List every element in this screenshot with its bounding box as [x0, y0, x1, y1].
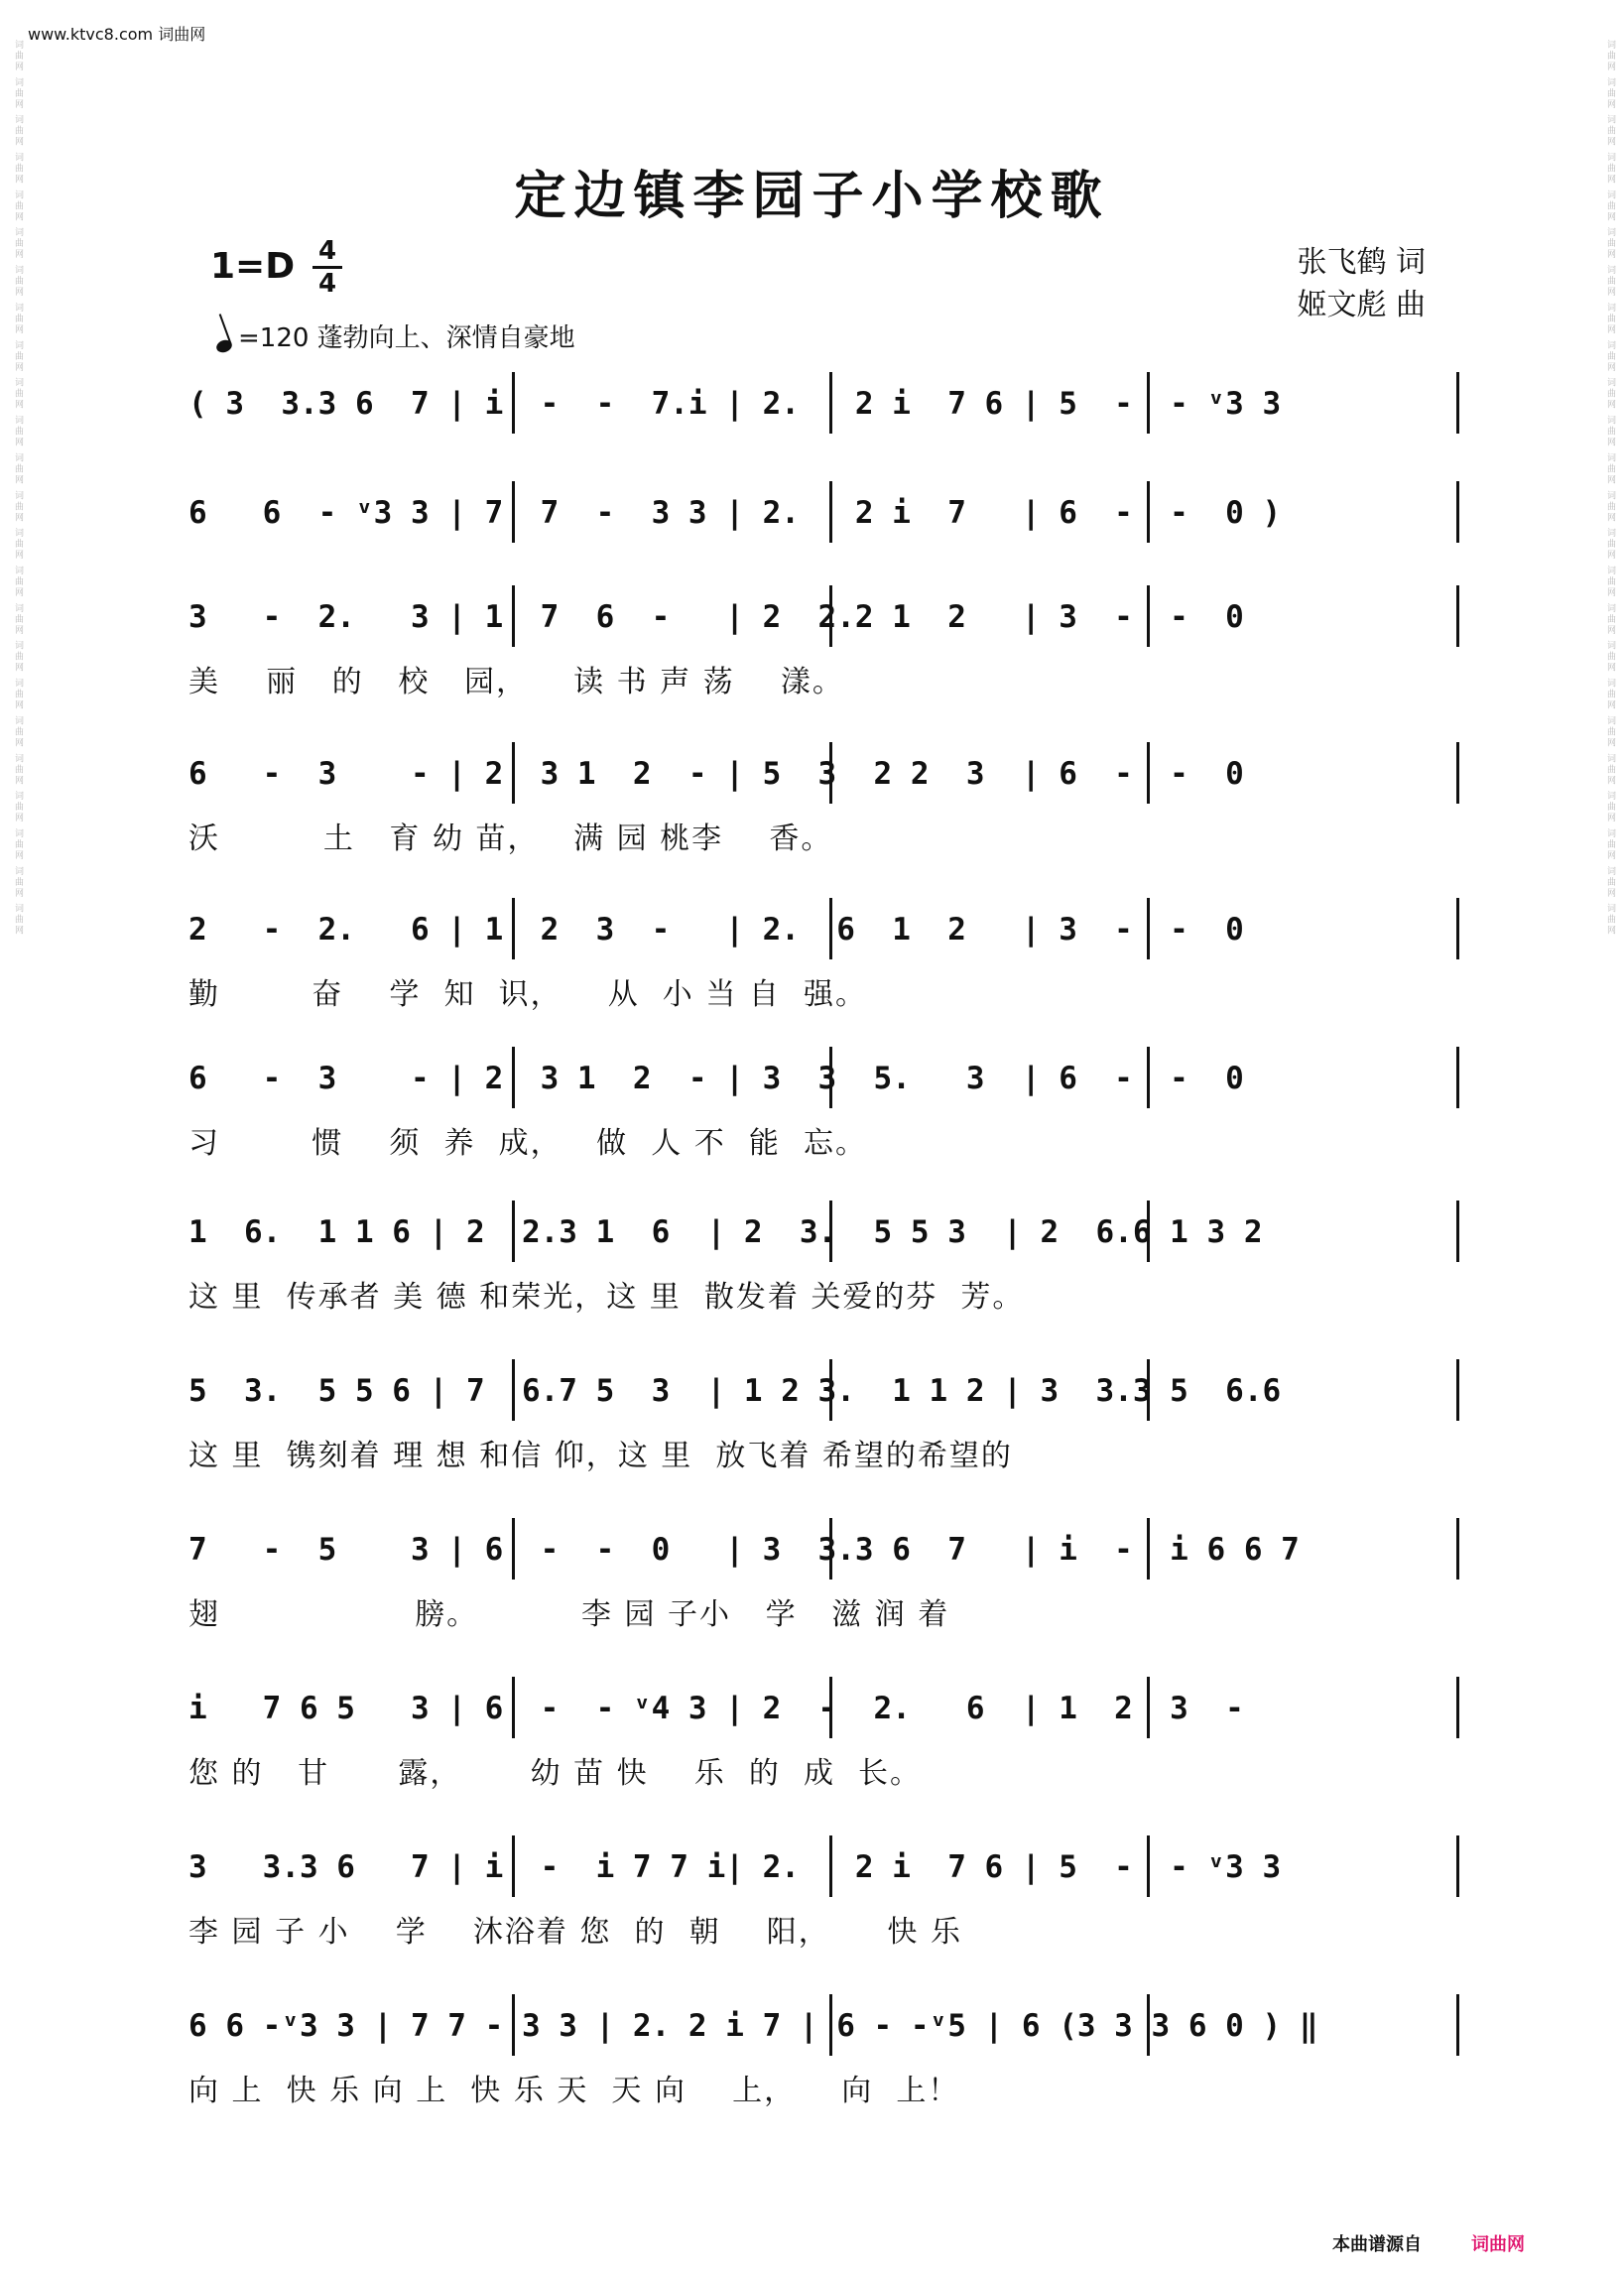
lyric-line: 翅 膀。 李 园 子小 学 滋 润 着 [188, 1597, 950, 1632]
score-row [188, 1518, 1458, 1632]
notation-line: 5 3. 5 5 6 | 7 6.7 5 3 | 1 2 3. 1 1 2 | 3 3.3 5 6.6 [188, 1373, 1282, 1409]
time-signature-top: 4 [317, 236, 337, 266]
staff-line [188, 1518, 1458, 1587]
key-signature: 1=D [210, 246, 296, 287]
quarter-note-icon [214, 338, 233, 355]
notation-line: ( 3 3.3 6 7 | i - - 7.i | 2. 2 i 7 6 | 5 - - ᵛ3 3 [188, 386, 1300, 422]
staff-line [188, 1201, 1458, 1270]
time-signature [312, 238, 342, 297]
score-row [188, 1677, 1458, 1791]
score-row [188, 1835, 1458, 1950]
composer-credit: 姬文彪 曲 [1297, 288, 1426, 322]
lyric-line: 向 上 快 乐 向 上 快 乐 天 天 向 上， 向 上！ [188, 2074, 960, 2108]
score-row [188, 481, 1458, 551]
staff-line [188, 1994, 1458, 2064]
staff-line [188, 1047, 1458, 1116]
score-row [188, 1994, 1458, 2108]
side-watermark-right: 词曲网 词曲网 词曲网 词曲网 词曲网 词曲网 词曲网 词曲网 词曲网 词曲网 词曲网 词曲网 词曲网 词曲网 词曲网 词曲网 词曲网 词曲网 词曲网 词曲网 词曲网 词曲网 词曲网 词曲网 [1605, 40, 1615, 937]
staff-line [188, 585, 1458, 655]
time-signature-bottom: 4 [317, 269, 337, 299]
lyricist-credit: 张飞鹤 词 [1297, 245, 1426, 280]
lyric-line: 李 园 子 小 学 沐浴着 您 的 朝 阳， 快 乐 [188, 1915, 962, 1950]
footer-source: 本曲谱源自 [1332, 2234, 1422, 2255]
tempo-text: =120 蓬勃向上、深情自豪地 [238, 323, 575, 353]
notation-line: 7 - 5 3 | 6 - - 0 | 3 3.3 6 7 | i - i 6 6 7 [188, 1532, 1300, 1568]
footer [1332, 2230, 1525, 2256]
song-title: 定边镇李园子小学校歌 [514, 166, 1110, 226]
staff-line [188, 1359, 1458, 1429]
footer-brand[interactable]: 词曲网 [1471, 2234, 1525, 2255]
lyric-line: 这 里 传承者 美 德 和荣光，这 里 散发着 关爱的芬 芳。 [188, 1280, 1025, 1315]
credits [1297, 241, 1426, 326]
staff-line [188, 372, 1458, 442]
notation-line: 3 - 2. 3 | 1 7 6 - | 2 2.2 1 2 | 3 - - 0 [188, 599, 1300, 635]
notation-line: i 7 6 5 3 | 6 - - ᵛ4 3 | 2 - 2. 6 | 1 2 3 - [188, 1691, 1300, 1726]
notation-line: 6 6 -ᵛ3 3 | 7 7 - 3 3 | 2. 2 i 7 | 6 - -ᵛ5 | 6 (3 3 3 6 0 ) ‖ [188, 2008, 1318, 2044]
notation-line: 1 6. 1 1 6 | 2 2.3 1 6 | 2 3. 5 5 3 | 2 6.6 1 3 2 [188, 1214, 1282, 1250]
notation-line: 6 6 - ᵛ3 3 | 7 7 - 3 3 | 2. 2 i 7 | 6 - - 0 ) [188, 495, 1300, 531]
staff-line [188, 1835, 1458, 1905]
lyric-line: 习 惯 须 养 成， 做 人 不 能 忘。 [188, 1126, 867, 1161]
staff-line [188, 481, 1458, 551]
site-url[interactable]: www.ktvc8.com 词曲网 [28, 25, 206, 44]
staff-line [188, 742, 1458, 812]
score-row [188, 1047, 1458, 1161]
score-row [188, 1201, 1458, 1315]
lyric-line: 美 丽 的 校 园， 读 书 声 荡 漾。 [188, 665, 844, 699]
lyric-line: 沃 土 育 幼 苗， 满 园 桃李 香。 [188, 822, 833, 856]
notation-line: 3 3.3 6 7 | i - i 7 7 i| 2. 2 i 7 6 | 5 - - ᵛ3 3 [188, 1849, 1300, 1885]
score-row [188, 898, 1458, 1012]
side-watermark-left: 词曲网 词曲网 词曲网 词曲网 词曲网 词曲网 词曲网 词曲网 词曲网 词曲网 词曲网 词曲网 词曲网 词曲网 词曲网 词曲网 词曲网 词曲网 词曲网 词曲网 词曲网 词曲网 词曲网 词曲网 [13, 40, 23, 937]
score-row [188, 585, 1458, 699]
notation-line: 6 - 3 - | 2 3 1 2 - | 5 3 2 2 3 | 6 - - 0 [188, 756, 1300, 792]
lyric-line: 您 的 甘 露， 幼 苗 快 乐 的 成 长。 [188, 1756, 923, 1791]
score-row [188, 742, 1458, 856]
score-row [188, 372, 1458, 442]
notation-line: 6 - 3 - | 2 3 1 2 - | 3 3 5. 3 | 6 - - 0 [188, 1061, 1300, 1096]
lyric-line: 这 里 镌刻着 理 想 和信 仰，这 里 放飞着 希望的希望的 [188, 1439, 1013, 1473]
notation-line: 2 - 2. 6 | 1 2 3 - | 2. 6 1 2 | 3 - - 0 [188, 912, 1300, 948]
tempo-marking [216, 317, 575, 354]
staff-line [188, 898, 1458, 967]
lyric-line: 勤 奋 学 知 识， 从 小 当 自 强。 [188, 977, 867, 1012]
staff-line [188, 1677, 1458, 1746]
score-row [188, 1359, 1458, 1473]
